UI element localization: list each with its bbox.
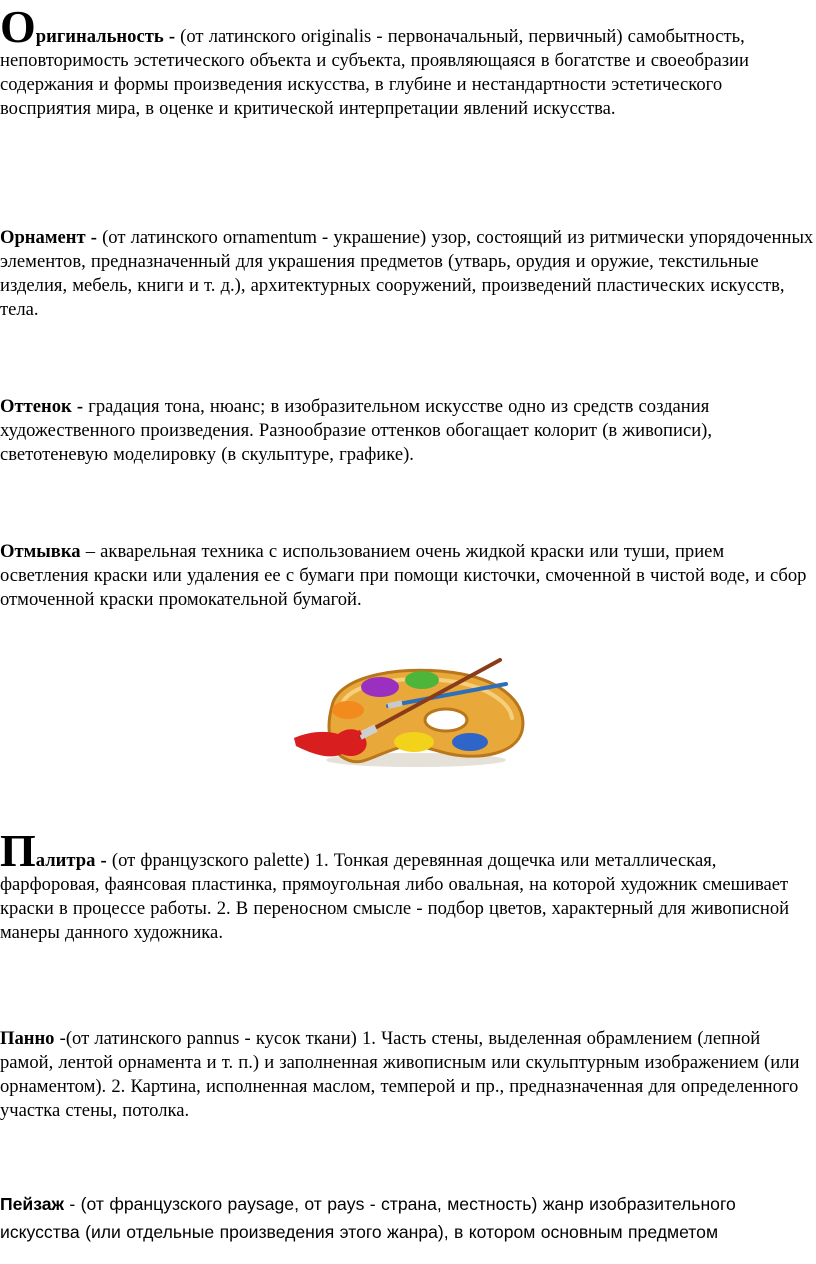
entry-peizazh: [0, 1190, 814, 1246]
entry-ornament: [0, 226, 814, 322]
definition-originalnost: (от латинского originalis - первоначальный, первичный) самобытность, неповторимость эстетического объекта и субъекта, проявляющаяся в богатстве и своеобразии содержания и формы произведения искусства, в глубине и нестандартности эстетического восприятия мира, в оценке и критической интерпретации явлений искусства.: [0, 26, 749, 119]
term-dash: -: [85, 227, 103, 248]
term-dash: –: [80, 541, 101, 562]
term-originalnost: ригинальность: [35, 26, 164, 47]
term-otmyvka: Отмывка: [0, 541, 81, 562]
green-paint: [405, 671, 439, 689]
orange-paint: [332, 701, 364, 719]
definition-ornament: (от латинского ornamentum - украшение) узор, состоящий из ритмически упорядоченных элементов, предназначенный для украшения предметов (утварь, орудия и оружие, текстильные изделия, мебель, книги и т. д.), архитектурных сооружений, произведений пластических искусств, тела.: [0, 227, 814, 320]
term-peizazh: Пейзаж: [0, 1194, 65, 1214]
term-palitra: алитра: [35, 850, 96, 871]
term-dash: -: [64, 1194, 81, 1214]
definition-panno: (от латинского pannus - кусок ткани) 1. Часть стены, выделенная обрамлением (лепной рамой, лентой орнамента и т. п.) и заполненная живописным или скульптурным изображением (или орнаментом). 2. Картина, исполненная маслом, темперой и пр., предназначенная для определенного участка стены, потолка.: [0, 1028, 800, 1121]
brush-ferrule-blue: [388, 703, 402, 706]
entry-ottenok: [0, 395, 814, 467]
term-dash: -: [54, 1028, 66, 1049]
term-ottenok: Оттенок: [0, 396, 72, 417]
definition-ottenok: градация тона, нюанс; в изобразительном искусстве одно из средств создания художественного произведения. Разнообразие оттенков обогащает колорит (в живописи), светотеневую моделировку (в скульптуре, графике).: [0, 396, 713, 465]
entry-panno: [0, 1027, 814, 1123]
artist-palette-icon: [290, 656, 532, 774]
term-panno: Панно: [0, 1028, 55, 1049]
purple-paint: [361, 677, 399, 697]
term-dash: -: [71, 396, 89, 417]
blue-paint: [452, 733, 488, 751]
term-dash: -: [95, 850, 112, 871]
entry-palitra: [0, 825, 814, 945]
definition-peizazh: (от французского paysage, от pays - страна, местность) жанр изобразительного искусства (или отдельные произведения этого жанра), в котором основным предметом: [0, 1194, 736, 1242]
definition-otmyvka: акварельная техника с использованием очень жидкой краски или туши, прием осветления краски или удаления ее с бумаги при помощи кисточки, смоченной в чистой воде, и сбор отмоченной краски промокательной бумагой.: [0, 541, 807, 610]
drop-cap: О: [0, 1, 36, 52]
term-dash: -: [163, 26, 181, 47]
term-ornament: Орнамент: [0, 227, 86, 248]
entry-otmyvka: [0, 540, 814, 612]
definition-palitra: (от французского palette) 1. Тонкая деревянная дощечка или металлическая, фарфоровая, фаянсовая пластинка, прямоугольная либо овальная, на которой художник смешивает краски в процессе работы. 2. В переносном смысле - подбор цветов, характерный для живописной манеры данного художника.: [0, 850, 790, 943]
yellow-paint: [394, 732, 434, 752]
entry-originalnost: [0, 1, 814, 121]
drop-cap: П: [0, 825, 36, 876]
thumb-hole: [425, 709, 467, 731]
